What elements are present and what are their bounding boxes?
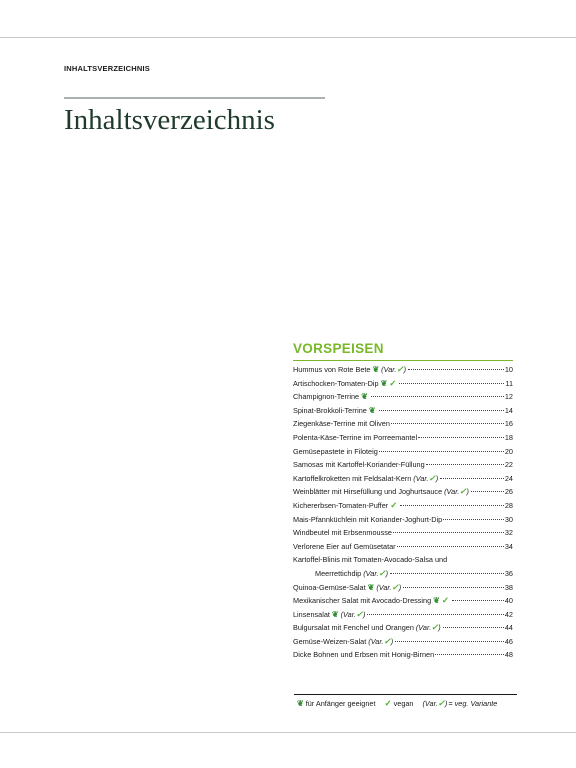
toc-entry: [293, 363, 513, 377]
dot-leader: [397, 546, 504, 547]
dot-leader: [426, 464, 504, 465]
toc-entry: [293, 553, 513, 567]
sprout-icon: ❦: [433, 596, 440, 606]
entry-page-number: 38: [504, 582, 513, 592]
dot-leader: [403, 587, 504, 588]
sprout-icon: ❦: [380, 378, 388, 388]
toc-entry: [293, 445, 513, 459]
section-heading: VORSPEISEN: [293, 341, 384, 356]
toc-entry: [293, 608, 513, 622]
toc-entry: [293, 526, 513, 540]
entry-marks: [361, 393, 370, 401]
dot-leader: [440, 478, 504, 479]
section-rule: [293, 360, 513, 361]
legend-variant-mark: (Var.✓): [422, 698, 448, 708]
entry-page-number: 16: [504, 419, 513, 429]
page-title: Inhaltsverzeichnis: [64, 104, 275, 136]
entry-page-number: 44: [504, 623, 513, 633]
entry-page-number: 28: [504, 500, 513, 510]
entry-marks: [413, 472, 439, 486]
entry-page-number: 20: [504, 446, 513, 456]
legend-vegan: vegan: [393, 699, 414, 708]
dot-leader: [443, 519, 504, 520]
entry-marks: [444, 485, 470, 499]
dot-leader: [471, 491, 504, 492]
entry-title: Bulgursalat mit Fenchel und Orangen: [293, 623, 414, 633]
toc-entry: [293, 390, 513, 404]
entry-marks: [381, 379, 399, 388]
vegan-check-icon: ✓: [384, 698, 392, 708]
entry-title: Verlorene Eier auf Gemüsetatar: [293, 541, 396, 551]
toc-entry: [293, 499, 513, 513]
toc-entry: [293, 377, 513, 391]
entry-page-number: 36: [504, 568, 513, 578]
entry-title: Champignon-Terrine: [293, 392, 360, 402]
toc-entry: [293, 540, 513, 554]
variant-mark: (Var.✓): [363, 567, 389, 578]
entry-title: Dicke Bohnen und Erbsen mit Honig-Birnen: [293, 650, 435, 660]
title-rule: [64, 97, 325, 99]
entry-title: Weinblätter mit Hirsefüllung und Joghurtsauce: [293, 487, 443, 497]
running-head: INHALTSVERZEICHNIS: [64, 64, 150, 73]
entry-page-number: 12: [504, 392, 513, 402]
vegan-check-icon: ✓: [396, 364, 404, 374]
entry-page-number: 48: [504, 650, 513, 660]
dot-leader: [400, 505, 504, 506]
variant-mark: (Var.✓): [413, 472, 439, 483]
toc-entry: [293, 431, 513, 445]
vegan-check-icon: ✓: [459, 486, 467, 497]
dot-leader: [418, 437, 504, 438]
entry-page-number: 34: [504, 541, 513, 551]
dot-leader: [390, 573, 504, 574]
entry-title: Gemüse-Weizen-Salat: [293, 636, 367, 646]
toc-entry: [293, 567, 513, 581]
vegan-check-icon: ✓: [355, 608, 364, 619]
toc-entry: [293, 581, 513, 595]
entry-title: Kartoffelkroketten mit Feldsalat-Kern: [293, 473, 412, 483]
toc-entry: [293, 485, 513, 499]
dot-leader: [452, 600, 504, 601]
sprout-icon: ❦: [367, 582, 375, 592]
entry-title: Mexikanischer Salat mit Avocado-Dressing: [293, 596, 432, 606]
vegan-check-icon: ✓: [391, 581, 399, 592]
legend-beginner: für Anfänger geeignet: [305, 699, 376, 708]
variant-mark: (Var.✓): [415, 622, 441, 633]
entry-title: Spinat-Brokkoli-Terrine: [293, 405, 367, 415]
entry-page-number: 30: [504, 514, 513, 524]
dot-leader: [371, 396, 504, 397]
toc-entry: [293, 594, 513, 608]
vegan-check-icon: ✓: [383, 635, 391, 646]
dot-leader: [379, 451, 504, 452]
vegan-check-icon: ✓: [390, 499, 398, 510]
dot-leader: [408, 369, 504, 370]
entry-marks: [363, 567, 389, 581]
dot-leader: [391, 423, 504, 424]
entry-marks: [369, 407, 378, 415]
toc-entry: [293, 635, 513, 649]
dot-leader: [379, 410, 504, 411]
entry-marks: [416, 621, 442, 635]
entry-title: Mais-Pfannküchlein mit Koriander-Joghurt-Dip: [293, 514, 443, 524]
entry-page-number: 10: [504, 365, 513, 374]
toc-entry: [293, 648, 513, 662]
entry-page-number: 40: [504, 596, 513, 606]
entry-title: Polenta-Käse-Terrine im Porreemantel: [293, 432, 418, 442]
entry-title: Samosas mit Kartoffel-Koriander-Füllung: [293, 460, 425, 470]
vegan-check-icon: ✓: [389, 377, 397, 388]
variant-mark: (Var.✓): [376, 581, 402, 592]
vegan-check-icon: ✓: [441, 595, 449, 606]
entry-title: Windbeutel mit Erbsenmousse: [293, 528, 392, 538]
entry-marks: [332, 608, 367, 622]
entry-title: Kartoffel-Blinis mit Tomaten-Avocado-Salsa und: [293, 555, 448, 565]
entry-title: Kichererbsen-Tomaten-Puffer: [293, 500, 389, 510]
toc-entry: [293, 621, 513, 635]
vegan-check-icon: ✓: [378, 567, 386, 578]
vegan-check-icon: ✓: [428, 472, 436, 483]
bottom-rule: [0, 732, 576, 733]
entry-page-number: 11: [505, 378, 513, 388]
entry-marks: [368, 581, 403, 595]
entry-title: Ziegenkäse-Terrine mit Oliven: [293, 419, 390, 429]
toc-entry: [293, 417, 513, 431]
entry-page-number: 18: [504, 432, 513, 442]
entry-title: Hummus von Rote Bete: [293, 365, 371, 374]
dot-leader: [399, 383, 504, 384]
variant-mark: (Var.✓): [368, 635, 394, 646]
sprout-icon: ❦: [297, 699, 304, 708]
entry-title: Quinoa-Gemüse-Salat: [293, 582, 366, 592]
legend-rule: [294, 694, 517, 695]
entry-page-number: 24: [504, 473, 513, 483]
toc-entry: [293, 458, 513, 472]
entry-page-number: 42: [504, 609, 513, 619]
variant-mark: (Var.✓): [381, 364, 407, 374]
entry-title: Linsensalat: [293, 609, 330, 619]
entry-page-number: 14: [504, 405, 513, 415]
table-of-contents: [293, 340, 513, 662]
entry-list: [293, 363, 513, 662]
entry-title: Meerrettichdip: [315, 568, 362, 578]
entry-page-number: 32: [504, 528, 513, 538]
legend-variant: = veg. Variante: [448, 699, 498, 708]
sprout-icon: ❦: [361, 392, 368, 402]
entry-page-number: 22: [504, 460, 513, 470]
dot-leader: [367, 614, 503, 615]
sprout-icon: ❦: [372, 365, 380, 374]
entry-marks: [368, 635, 394, 649]
toc-entry: [293, 404, 513, 418]
vegan-check-icon: ✓: [437, 698, 445, 708]
variant-mark: (Var.✓): [340, 608, 366, 619]
entry-page-number: 26: [504, 487, 513, 497]
variant-mark: (Var.✓): [444, 486, 469, 497]
sprout-icon: ❦: [368, 405, 376, 415]
legend: [297, 699, 498, 708]
dot-leader: [395, 641, 504, 642]
sprout-icon: ❦: [331, 609, 339, 619]
dot-leader: [435, 654, 504, 655]
entry-title: Artischocken-Tomaten-Dip: [293, 378, 379, 388]
entry-marks: [372, 363, 407, 377]
toc-entry: [293, 513, 513, 527]
entry-marks: [433, 596, 451, 605]
vegan-check-icon: ✓: [431, 622, 439, 633]
top-rule: [0, 37, 576, 38]
entry-marks: [390, 501, 399, 510]
dot-leader: [393, 532, 504, 533]
toc-entry: [293, 472, 513, 486]
entry-title: Gemüsepastete in Filoteig: [293, 446, 378, 456]
entry-page-number: 46: [504, 636, 513, 646]
dot-leader: [443, 627, 504, 628]
